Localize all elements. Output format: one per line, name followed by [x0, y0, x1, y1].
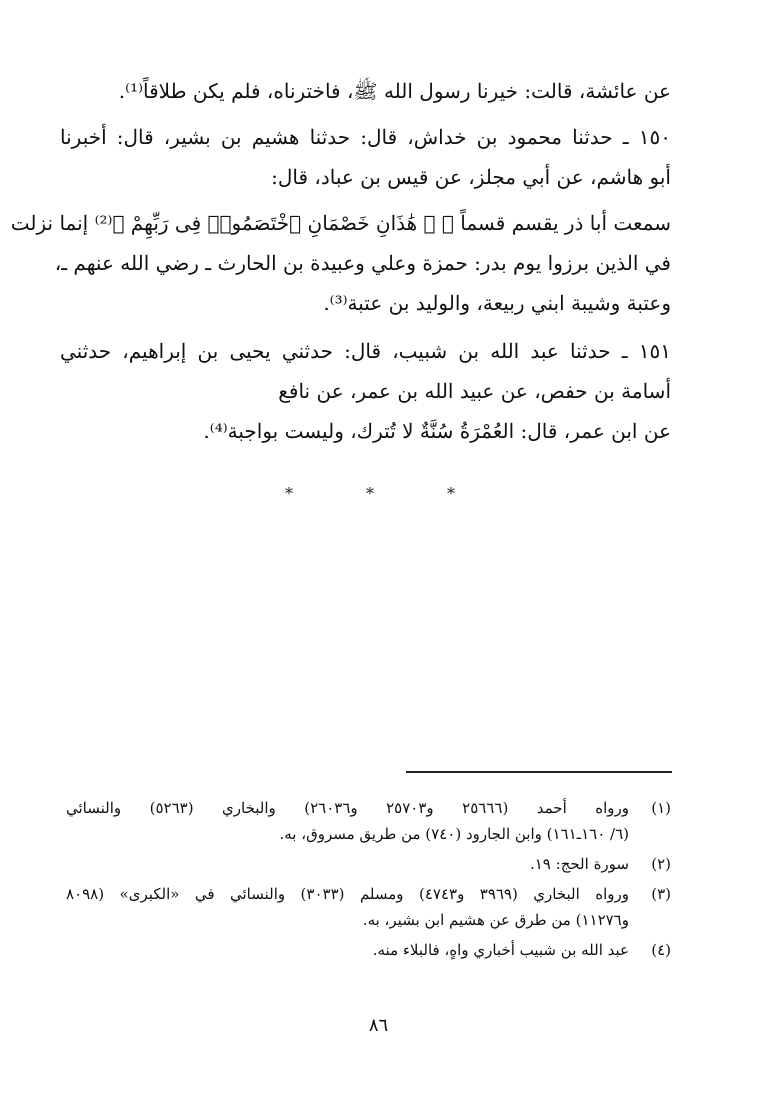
footnote-text: و١١٢٧٦) من طرق عن هشيم ابن بشير، به.: [362, 911, 629, 929]
text-line: وعتبة وشيبة ابني ربيعة، والوليد بن عتبة⁽³⁾.: [323, 291, 671, 315]
text-line: أسامة بن حفص، عن عبيد الله بن عمر، عن نافع: [278, 379, 671, 403]
text-line: عن ابن عمر، قال: العُمْرَةُ سُنَّةٌ لا تُترك، وليست بواجبة⁽⁴⁾.: [203, 419, 671, 443]
footnotes: [66, 798, 671, 970]
footnote-text: (٦/ ١٦٠ـ١٦١) وابن الجارود (٧٤٠) من طريق مسروق، به.: [279, 825, 629, 843]
footnote-text: ورواه أحمد (٢٥٦٦٦ و٢٥٧٠٣ و٢٦٠٣٦) والبخاري (٥٢٦٣) والنسائي: [66, 799, 629, 817]
text-line: ١٥٠ ـ حدثنا محمود بن خداش، قال: حدثنا هشيم بن بشير، قال: أخبرنا: [60, 125, 671, 149]
footnote: [66, 940, 671, 960]
footnote: [66, 854, 671, 874]
text-line: أبو هاشم، عن أبي مجلز، عن قيس بن عباد، قال:: [271, 165, 671, 189]
footnote-text: ورواه البخاري (٣٩٦٩ و٤٧٤٣) ومسلم (٣٠٣٣) والنسائي في «الكبرى» (٨٠٩٨: [66, 885, 629, 903]
footnote: [66, 884, 671, 930]
main-text: [10, 78, 671, 458]
footnote-rule: [406, 771, 672, 773]
text-line: ١٥١ ـ حدثنا عبد الله بن شبيب، قال: حدثني يحيى بن إبراهيم، حدثني: [60, 339, 671, 363]
footnote-text: عبد الله بن شبيب أخباري واهٍ، فالبلاء منه.: [372, 941, 629, 959]
page-number: ٨٦: [368, 1015, 389, 1036]
text-line: في الذين برزوا يوم بدر: حمزة وعلي وعبيدة بن الحارث ـ رضي الله عنهم ـ،: [54, 251, 671, 275]
section-separator: [285, 484, 455, 503]
text-line: سمعت أبا ذر يقسم قسماً ﴿ ۞ هَٰذَانِ خَصْمَانِ ٱخْتَصَمُوا۟ فِى رَبِّهِمْ ﴾⁽²⁾ إنما نزلت: [10, 211, 671, 235]
footnote-number: (٣): [651, 885, 671, 903]
footnote-number: (١): [651, 799, 671, 817]
footnote-number: (٢): [651, 855, 671, 873]
text-line: عن عائشة، قالت: خيرنا رسول الله ﷺ، فاخترناه، فلم يكن طلاقاً⁽¹⁾.: [118, 79, 671, 103]
footnote-number: (٤): [651, 941, 671, 959]
star-ornament: *: [366, 484, 374, 503]
footnote: [66, 798, 671, 844]
footnote-text: سورة الحج: ١٩.: [529, 855, 629, 873]
star-ornament: *: [447, 484, 455, 503]
star-ornament: *: [285, 484, 293, 503]
